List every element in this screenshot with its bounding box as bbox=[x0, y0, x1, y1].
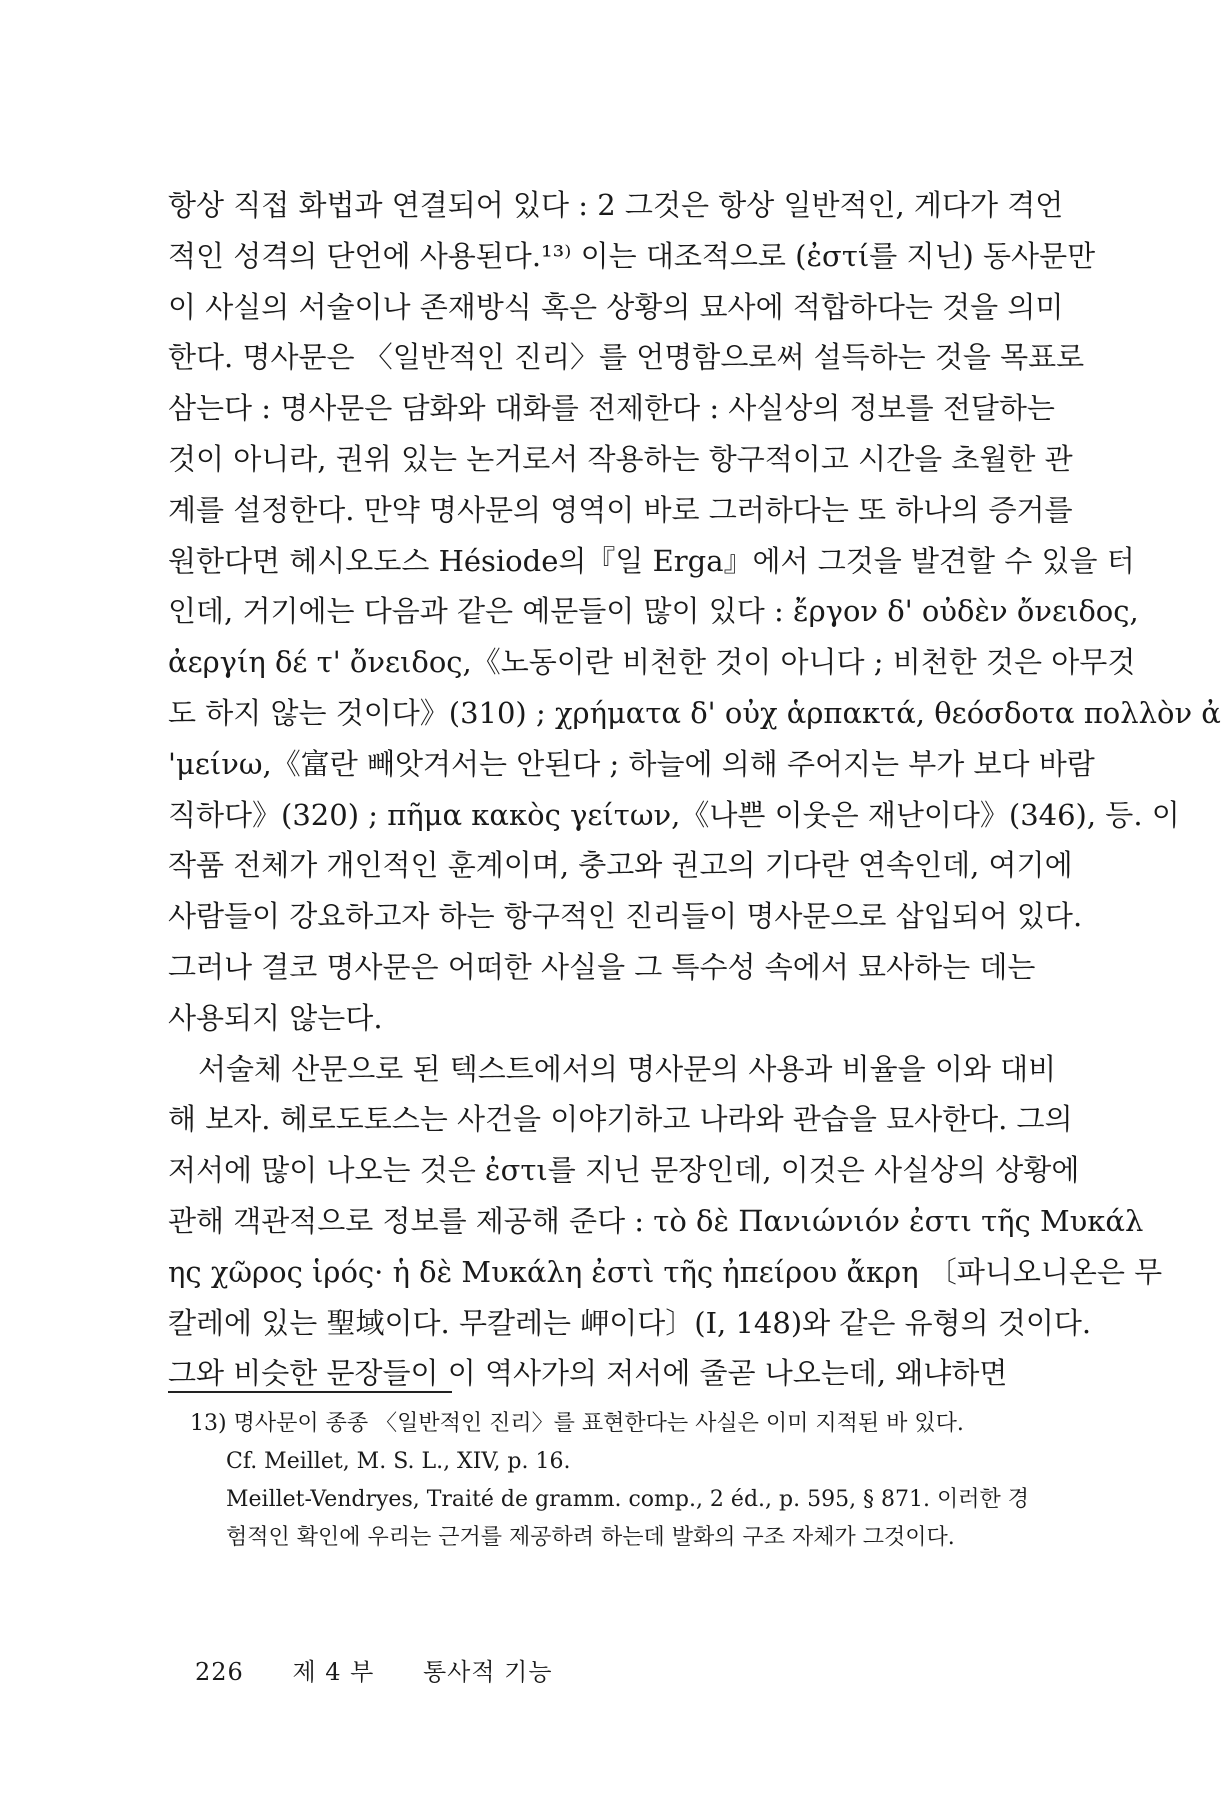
text-line: 사용되지 않는다. bbox=[168, 1000, 383, 1035]
text-line: 해 보자. 헤로도토스는 사건을 이야기하고 나라와 관습을 묘사한다. 그의 bbox=[168, 1102, 1073, 1137]
page-footer bbox=[195, 1652, 593, 1687]
part-title: 통사적 기능 bbox=[423, 1658, 553, 1686]
text-line: 도 하지 않는 것이다》(310) ; χρήματα δ' οὐχ ἁρπακτά, θεόσδοτα πολλὸν ἀ bbox=[168, 695, 1221, 730]
text-line: 직하다》(320) ; πῆμα κακὸς γείτων,《나쁜 이웃은 재난이다》(346), 등. 이 bbox=[168, 797, 1180, 832]
text-line: 항상 직접 화법과 연결되어 있다 : 2 그것은 항상 일반적인, 게다가 격언 bbox=[168, 188, 1064, 222]
paragraph-2 bbox=[168, 1044, 1163, 1400]
body-text bbox=[168, 180, 1221, 1399]
text-line: 작품 전체가 개인적인 훈계이며, 충고와 권고의 기다란 연속인데, 여기에 bbox=[168, 848, 1073, 883]
footnote-line: 험적인 확인에 우리는 근거를 제공하려 하는데 발화의 구조 자체가 그것이다. bbox=[226, 1525, 955, 1550]
text-line: 것이 아니라, 권위 있는 논거로서 작용하는 항구적이고 시간을 초월한 관 bbox=[168, 441, 1073, 476]
page-number: 226 bbox=[195, 1658, 244, 1686]
text-line: 저서에 많이 나오는 것은 ἐστι를 지닌 문장인데, 이것은 사실상의 상황에 bbox=[168, 1153, 1080, 1188]
text-line: 서술체 산문으로 된 텍스트에서의 명사문의 사용과 비율을 이와 대비 bbox=[198, 1051, 1057, 1086]
text-line: 원한다면 헤시오도스 Hésiode의『일 Erga』에서 그것을 발견할 수 있을 터 bbox=[168, 543, 1135, 578]
footnote-line: 13) 명사문이 종종 〈일반적인 진리〉를 표현한다는 사실은 이미 지적된 바 있다. bbox=[190, 1411, 964, 1436]
text-line: 계를 설정한다. 만약 명사문의 영역이 바로 그러하다는 또 하나의 증거를 bbox=[168, 492, 1073, 527]
footnote-divider bbox=[168, 1391, 452, 1393]
text-line: 삼는다 : 명사문은 담화와 대화를 전제한다 : 사실상의 정보를 전달하는 bbox=[168, 391, 1055, 426]
text-line: ης χῶρος ἱρός· ἡ δὲ Μυκάλη ἐστὶ τῆς ἠπείρου ἄκρη 〔파니오니온은 무 bbox=[168, 1254, 1163, 1289]
text-line: 이 사실의 서술이나 존재방식 혹은 상황의 묘사에 적합하다는 것을 의미 bbox=[168, 289, 1064, 324]
text-line: 관해 객관적으로 정보를 제공해 준다 : τὸ δὲ Πανιώνιόν ἐστι τῆς Μυκάλ bbox=[168, 1203, 1144, 1238]
paragraph-1 bbox=[168, 180, 1221, 1044]
text-line: 적인 성격의 단언에 사용된다.¹³⁾ 이는 대조적으로 (ἐστί를 지닌) 동사문만 bbox=[168, 238, 1096, 273]
text-line: ἀεργίη δέ τ' ὄνειδος,《노동이란 비천한 것이 아니다 ; 비천한 것은 아무것 bbox=[168, 645, 1136, 680]
text-line: 그와 비슷한 문장들이 이 역사가의 저서에 줄곧 나오는데, 왜냐하면 bbox=[168, 1356, 1008, 1391]
text-line: 한다. 명사문은 〈일반적인 진리〉를 언명함으로써 설득하는 것을 목표로 bbox=[168, 340, 1085, 375]
footnote-line: Cf. Meillet, M. S. L., XIV, p. 16. bbox=[226, 1449, 571, 1474]
text-line: 사람들이 강요하고자 하는 항구적인 진리들이 명사문으로 삽입되어 있다. bbox=[168, 899, 1083, 934]
footnote-13 bbox=[190, 1405, 1036, 1557]
text-line: 칼레에 있는 聖域이다. 무칼레는 岬이다〕(Ⅰ, 148)와 같은 유형의 것이다. bbox=[168, 1305, 1092, 1340]
text-line: 'μείνω,《富란 빼앗겨서는 안된다 ; 하늘에 의해 주어지는 부가 보다 바람 bbox=[168, 746, 1095, 781]
part-label: 제 4 부 bbox=[292, 1658, 375, 1686]
footnote-line: Meillet-Vendryes, Traité de gramm. comp., 2 éd., p. 595, § 871. 이러한 경 bbox=[226, 1487, 1030, 1512]
text-line: 인데, 거기에는 다음과 같은 예문들이 많이 있다 : ἔργον δ' οὐδὲν ὄνειδος, bbox=[168, 594, 1139, 629]
text-line: 그러나 결코 명사문은 어떠한 사실을 그 특수성 속에서 묘사하는 데는 bbox=[168, 949, 1036, 984]
